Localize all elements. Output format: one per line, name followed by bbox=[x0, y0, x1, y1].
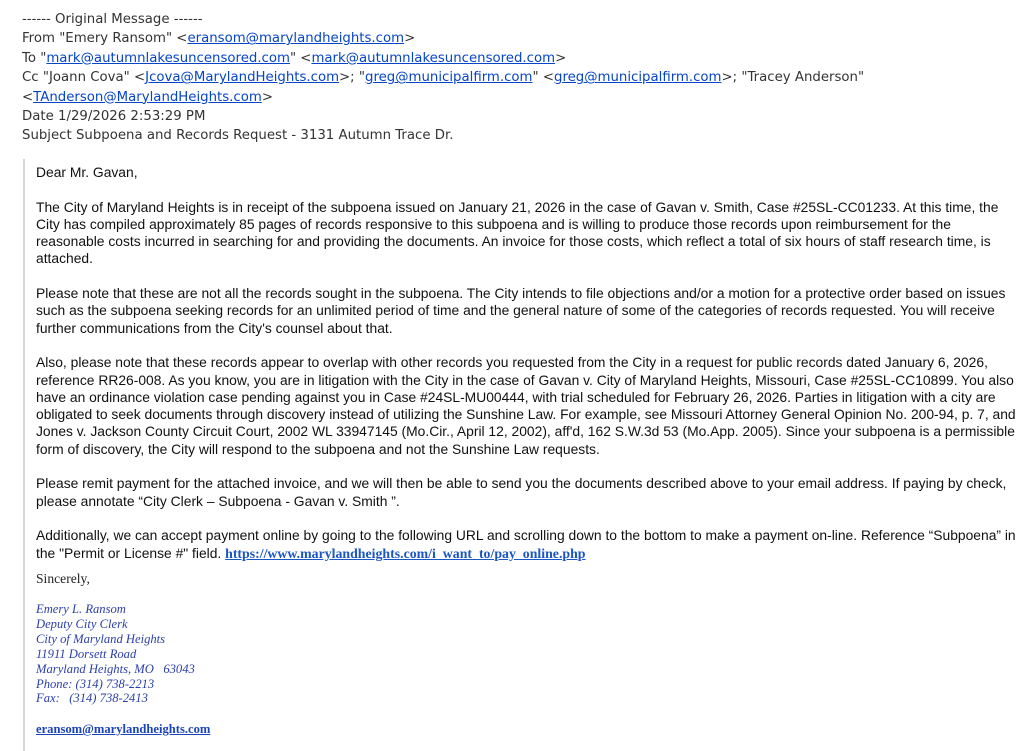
from-label: From bbox=[22, 31, 55, 47]
to-label: To bbox=[22, 50, 36, 66]
paragraph-5 bbox=[36, 527, 1018, 562]
to-close: > bbox=[555, 50, 567, 66]
from-close: > bbox=[404, 31, 416, 47]
message-header bbox=[22, 10, 1012, 146]
to-line bbox=[22, 49, 1012, 68]
from-name: "Emery Ransom" < bbox=[59, 31, 188, 47]
paragraph-3: Also, please note that these records appear to overlap with other records you requested from the City in a request for public records dated January 6, 2026, reference RR26-008. As you know, you are in litigation with the City in the case of Gavan v. City of Maryland Heights, Missouri, Case #25SL-CC10899. You also have an ordinance violation case pending against you in Case #24SL-MU00444, with trial scheduled for February 26, 2026. Parties in litigation with a city are obligated to seek documents through discovery instead of utilizing the Sunshine Law. For example, see Missouri Attorney General Opinion No. 200-94, p. 7, and Jones v. Jackson County Circuit Court, 2002 WL 33947145 (Mo.Cir., April 12, 2002), aff'd, 162 S.W.3d 53 (Mo.App. 2005). Since your subpoena is a permissible form of discovery, the City will respond to the subpoena and not the Sunshine Law requests. bbox=[36, 354, 1016, 457]
signature-street: 11911 Dorsett Road bbox=[36, 646, 137, 661]
cc-2-sep: >; "Tracey Anderson" bbox=[721, 70, 865, 86]
from-line bbox=[22, 29, 1012, 48]
signature-email-link[interactable]: eransom@marylandheights.com bbox=[36, 722, 211, 736]
quoted-message-bar bbox=[23, 159, 25, 751]
signature-city: Maryland Heights, MO 63043 bbox=[36, 661, 195, 676]
greeting: Dear Mr. Gavan, bbox=[36, 164, 138, 180]
signature-block bbox=[36, 602, 195, 706]
original-message-separator: ------ Original Message ------ bbox=[22, 12, 203, 27]
cc-line-continued bbox=[22, 88, 1012, 107]
date-label: Date bbox=[22, 109, 54, 125]
to-open: " bbox=[40, 50, 47, 66]
paragraph-2: Please note that these are not all the records sought in the subpoena. The City intends to file objections and/or a motion for a protective order based on issues such as the subpoena seeking records for an unlimited period of time and the general nature of some of the categories of records requested. You will receive further communications from the City's counsel about that. bbox=[36, 285, 1006, 336]
pay-online-link[interactable]: https://www.marylandheights.com/i_want_to/pay_online.php bbox=[225, 545, 586, 561]
cc-2-email-link[interactable]: greg@municipalfirm.com bbox=[554, 70, 722, 86]
subject-line bbox=[22, 126, 1012, 145]
paragraph-4: Please remit payment for the attached invoice, and we will then be able to send you the documents described above to your email address. If paying by check, please annotate “City Clerk – Subpoena - Gavan v. Smith ”. bbox=[36, 475, 1007, 509]
from-email-link[interactable]: eransom@marylandheights.com bbox=[187, 31, 405, 47]
subject-label: Subject bbox=[22, 128, 72, 144]
cc-line bbox=[22, 68, 1012, 87]
cc-label: Cc bbox=[22, 70, 39, 86]
date-line bbox=[22, 107, 1012, 126]
closing: Sincerely, bbox=[36, 571, 90, 586]
to-name-email-link[interactable]: mark@autumnlakesuncensored.com bbox=[46, 50, 290, 66]
cc-1-email-link[interactable]: Jcova@MarylandHeights.com bbox=[145, 70, 340, 86]
subject-value: Subpoena and Records Request - 3131 Autumn Trace Dr. bbox=[75, 128, 454, 144]
signature-title: Deputy City Clerk bbox=[36, 616, 128, 631]
message-body bbox=[36, 164, 1018, 562]
signature-phone: Phone: (314) 738-2213 bbox=[36, 676, 155, 691]
signature-org: City of Maryland Heights bbox=[36, 631, 166, 646]
to-email-link[interactable]: mark@autumnlakesuncensored.com bbox=[311, 50, 556, 66]
date-value: 1/29/2026 2:53:29 PM bbox=[58, 109, 206, 125]
cc-3-close: > bbox=[261, 89, 273, 105]
signature-fax: Fax: (314) 738-2413 bbox=[36, 691, 148, 706]
cc-1-sep: >; " bbox=[339, 70, 365, 86]
cc-2-mid: " < bbox=[532, 70, 554, 86]
paragraph-1: The City of Maryland Heights is in receipt of the subpoena issued on January 21, 2026 in the case of Gavan v. Smith, Case #25SL-CC01233. At this time, the City has compiled approximately 85 pages of records responsive to this subpoena and is willing to produce those records upon reimbursement for the reasonable costs incurred in searching for and providing the documents. An invoice for those costs, which reflect a total of six hours of staff research time, is attached. bbox=[36, 198, 999, 267]
paragraph-5-text: Additionally, we can accept payment online by going to the following URL and scrolling down to the bottom to make a payment on-line. Reference “Subpoena” in the "Permit or License #" field. bbox=[36, 527, 1016, 561]
cc-2-name-email-link[interactable]: greg@municipalfirm.com bbox=[365, 70, 533, 86]
signature-name: Emery L. Ransom bbox=[36, 602, 126, 616]
cc-3-open: < bbox=[22, 89, 34, 105]
cc-3-email-link[interactable]: TAnderson@MarylandHeights.com bbox=[33, 89, 262, 105]
cc-1-name: "Joann Cova" < bbox=[42, 70, 146, 86]
to-mid: " < bbox=[289, 50, 312, 66]
